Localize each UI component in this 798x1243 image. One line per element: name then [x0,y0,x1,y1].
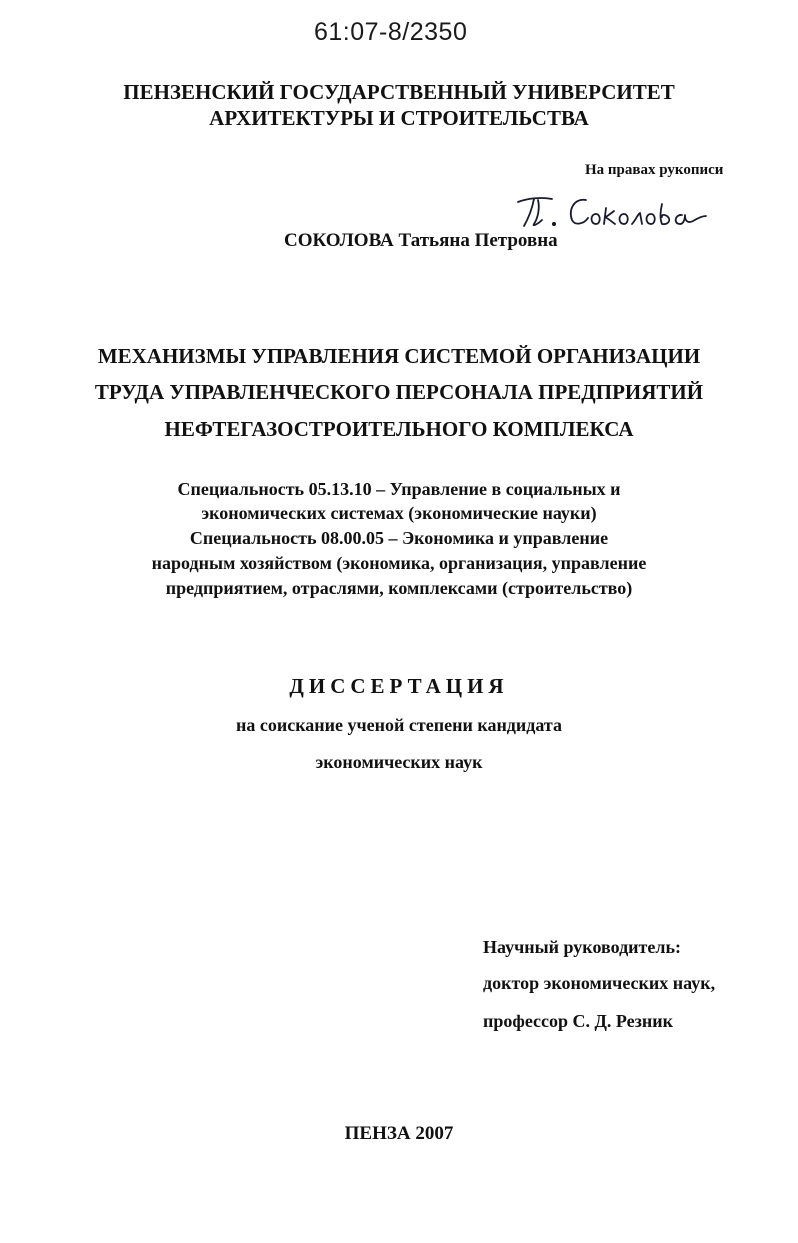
dissertation-title-line-2: ТРУДА УПРАВЛЕНЧЕСКОГО ПЕРСОНАЛА ПРЕДПРИЯТИЙ [94,380,704,404]
supervisor-name: профессор С. Д. Резник [483,1011,674,1031]
supervisor-degree: доктор экономических наук, [483,973,716,993]
degree-line-1: на соискание ученой степени кандидата [235,715,562,735]
degree-line-2: экономических наук [315,752,483,772]
specialty-line-2: экономических системах (экономические науки) [201,503,597,523]
specialty-line-3: Специальность 08.00.05 – Экономика и управление [189,528,609,548]
catalog-number: 61:07-8/2350 [314,18,468,46]
document-type: ДИССЕРТАЦИЯ [289,674,509,698]
specialty-line-5: предприятием, отраслями, комплексами (строительство) [165,578,633,598]
supervisor-label: Научный руководитель: [483,937,681,957]
author-name: СОКОЛОВА Татьяна Петровна [284,230,558,251]
university-name-line-2: АРХИТЕКТУРЫ И СТРОИТЕЛЬСТВА [209,106,589,130]
dissertation-title-line-3: НЕФТЕГАЗОСТРОИТЕЛЬНОГО КОМПЛЕКСА [164,417,634,441]
dissertation-title-line-1: МЕХАНИЗМЫ УПРАВЛЕНИЯ СИСТЕМОЙ ОРГАНИЗАЦИИ [97,344,701,368]
city-year: ПЕНЗА 2007 [344,1123,454,1144]
university-name-line-1: ПЕНЗЕНСКИЙ ГОСУДАРСТВЕННЫЙ УНИВЕРСИТЕТ [123,80,675,104]
manuscript-rights-note: На правах рукописи [585,162,724,178]
specialty-line-1: Специальность 05.13.10 – Управление в социальных и [177,479,621,499]
specialty-line-4: народным хозяйством (экономика, организация, управление [151,553,647,573]
